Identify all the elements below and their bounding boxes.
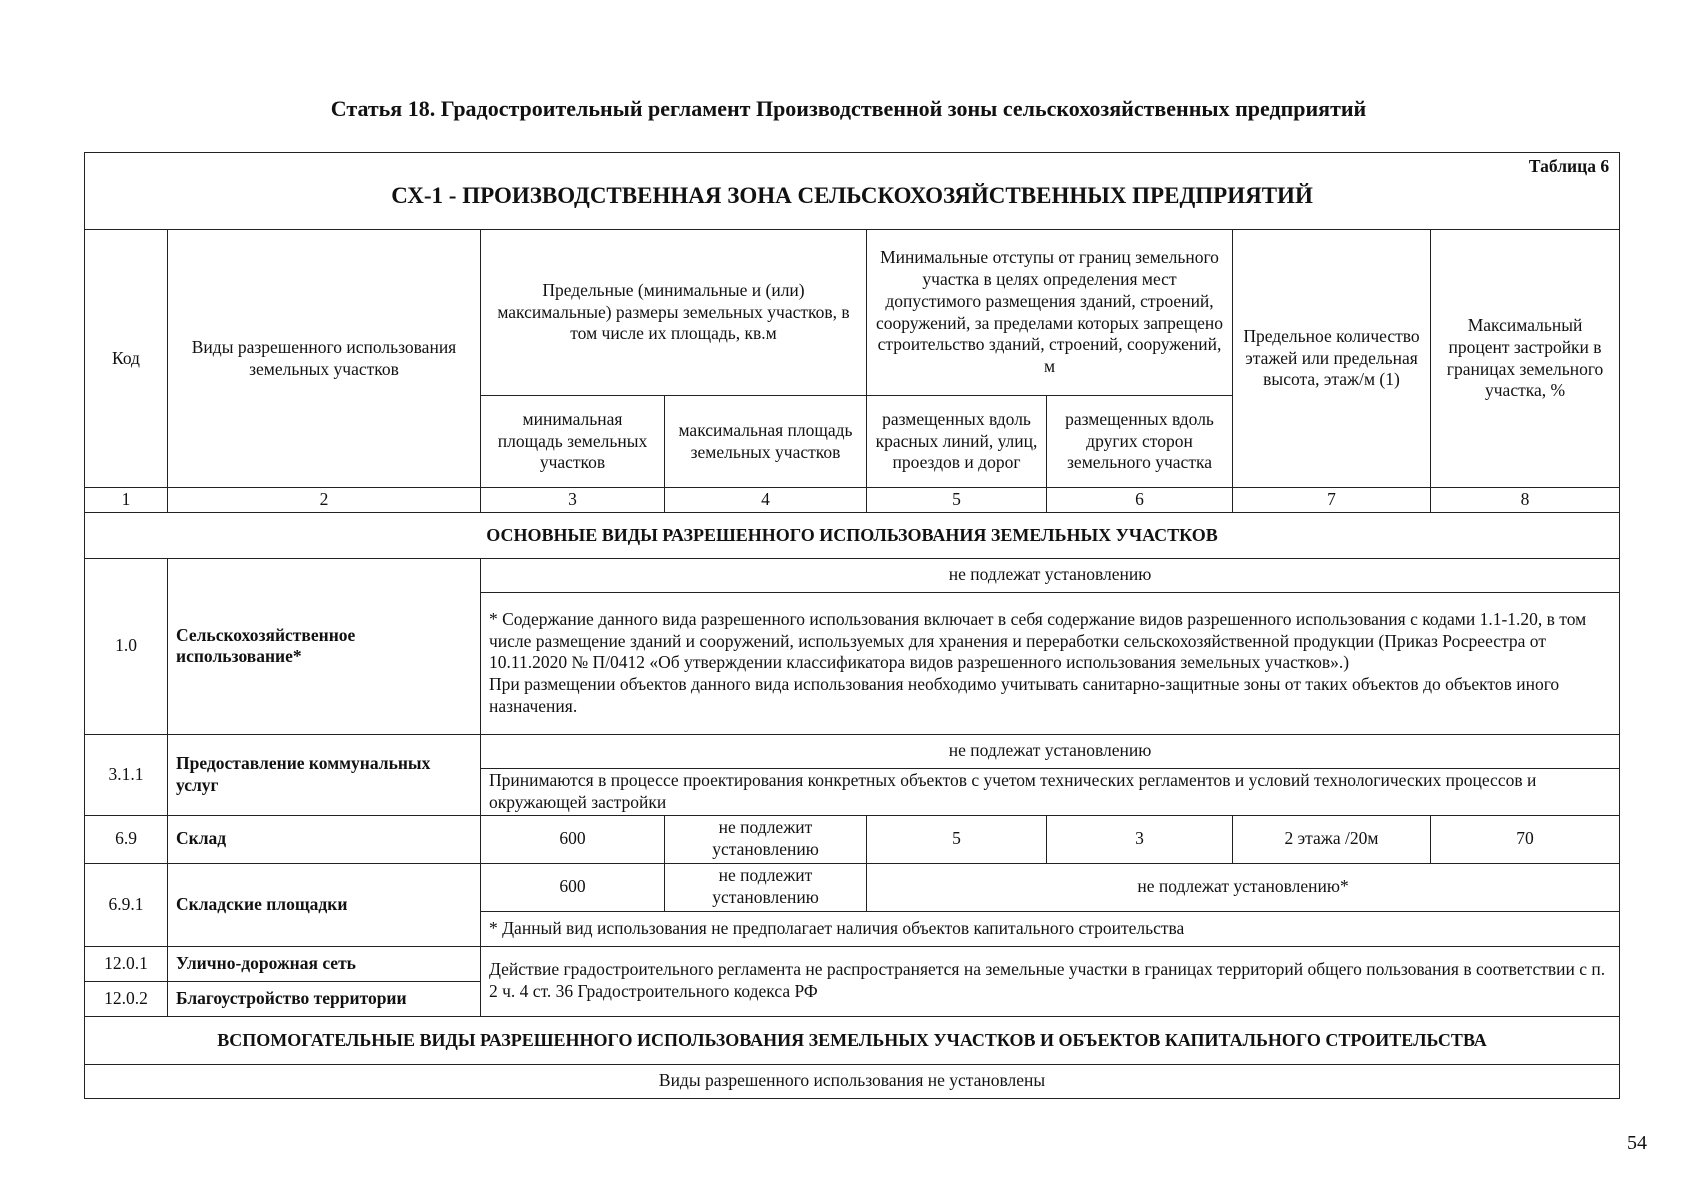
row-min-area: 600: [481, 863, 665, 911]
row-note: [481, 592, 1620, 734]
row-other-sides: 3: [1047, 815, 1233, 863]
row-note: Принимаются в процессе проектирования конкретных объектов с учетом технических регламентов и условий технологических процессов и окружающей застройки: [481, 768, 1620, 815]
column-number: 5: [867, 488, 1047, 513]
row-note: * Данный вид использования не предполагает наличия объектов капитального строительства: [481, 911, 1620, 946]
table-number: Таблица 6: [1528, 156, 1610, 176]
row-use-name: Благоустройство территории: [168, 981, 481, 1016]
page-number: 54: [1627, 1132, 1647, 1154]
column-number: 3: [481, 488, 665, 513]
column-number: 6: [1047, 488, 1233, 513]
row-code: 1.0: [85, 558, 168, 734]
column-number: 8: [1431, 488, 1620, 513]
aux-value: Виды разрешенного использования не установлены: [85, 1064, 1620, 1098]
main-section-heading: ОСНОВНЫЕ ВИДЫ РАЗРЕШЕННОГО ИСПОЛЬЗОВАНИЯ ЗЕМЕЛЬНЫХ УЧАСТКОВ: [85, 512, 1620, 558]
row-code: 12.0.2: [85, 981, 168, 1016]
row-use-name: Сельскохозяйственное использование*: [168, 558, 481, 734]
row-max-area: не подлежит установлению: [665, 815, 867, 863]
row-coverage: 70: [1431, 815, 1620, 863]
row-value: не подлежат установлению*: [867, 863, 1620, 911]
page-title: Статья 18. Градостроительный регламент Производственной зоны сельскохозяйственных предприятий: [330, 96, 1367, 121]
column-number: 2: [168, 488, 481, 513]
row-code: 3.1.1: [85, 734, 168, 815]
row-code: 6.9.1: [85, 863, 168, 946]
regulation-table: [84, 152, 1620, 1099]
row-min-area: 600: [481, 815, 665, 863]
header-max-area: максимальная площадь земельных участков: [665, 396, 867, 488]
header-uses: Виды разрешенного использования земельных участков: [168, 230, 481, 488]
row-use-name: Улично-дорожная сеть: [168, 946, 481, 981]
row-red-lines: 5: [867, 815, 1047, 863]
column-number: 7: [1233, 488, 1431, 513]
zone-title: СХ-1 - ПРОИЗВОДСТВЕННАЯ ЗОНА СЕЛЬСКОХОЗЯЙСТВЕННЫХ ПРЕДПРИЯТИЙ: [391, 182, 1313, 208]
row-code: 12.0.1: [85, 946, 168, 981]
row-floors: 2 этажа /20м: [1233, 815, 1431, 863]
header-red-lines: размещенных вдоль красных линий, улиц, проездов и дорог: [867, 396, 1047, 488]
column-number: 1: [85, 488, 168, 513]
row-use-name: Складские площадки: [168, 863, 481, 946]
row-note-text: * Содержание данного вида разрешенного использования включает в себя содержание видов разрешенного использования с кодами 1.1-1.20, в том числе размещение зданий и сооружений, используемых для хранения и переработки сельскохозяйственной продукции (Приказ Росреестра от 10.11.2020 № П/0412 «Об утверждении классификатора видов разрешенного использования земельных участков».): [489, 608, 1587, 673]
header-sizes: Предельные (минимальные и (или) максимальные) размеры земельных участков, в том числе их площадь, кв.м: [481, 230, 867, 396]
row-note: Действие градостроительного регламента не распространяется на земельные участки в границах территорий общего пользования в соответствии с п. 2 ч. 4 ст. 36 Градостроительного кодекса РФ: [481, 946, 1620, 1016]
header-min-area: минимальная площадь земельных участков: [481, 396, 665, 488]
row-value: не подлежат установлению: [481, 734, 1620, 768]
header-floors: Предельное количество этажей или предельная высота, этаж/м (1): [1233, 230, 1431, 488]
column-number: 4: [665, 488, 867, 513]
row-use-name: Предоставление коммунальных услуг: [168, 734, 481, 815]
row-value: не подлежат установлению: [481, 558, 1620, 592]
header-setbacks: Минимальные отступы от границ земельного участка в целях определения мест допустимого размещения зданий, строений, сооружений, за пределами которых запрещено строительство зданий, строений, сооружений, м: [867, 230, 1233, 396]
row-max-area: не подлежит установлению: [665, 863, 867, 911]
aux-section-heading: ВСПОМОГАТЕЛЬНЫЕ ВИДЫ РАЗРЕШЕННОГО ИСПОЛЬЗОВАНИЯ ЗЕМЕЛЬНЫХ УЧАСТКОВ И ОБЪЕКТОВ КАПИТАЛЬНОГО СТРОИТЕЛЬСТВА: [85, 1016, 1620, 1064]
zone-header-cell: [85, 153, 1620, 230]
header-coverage: Максимальный процент застройки в границах земельного участка, %: [1431, 230, 1620, 488]
row-note-text: При размещении объектов данного вида использования необходимо учитывать санитарно-защитные зоны от таких объектов до объектов иного назначения.: [489, 674, 1560, 717]
row-use-name: Склад: [168, 815, 481, 863]
header-code: Код: [85, 230, 168, 488]
row-code: 6.9: [85, 815, 168, 863]
header-other-sides: размещенных вдоль других сторон земельного участка: [1047, 396, 1233, 488]
